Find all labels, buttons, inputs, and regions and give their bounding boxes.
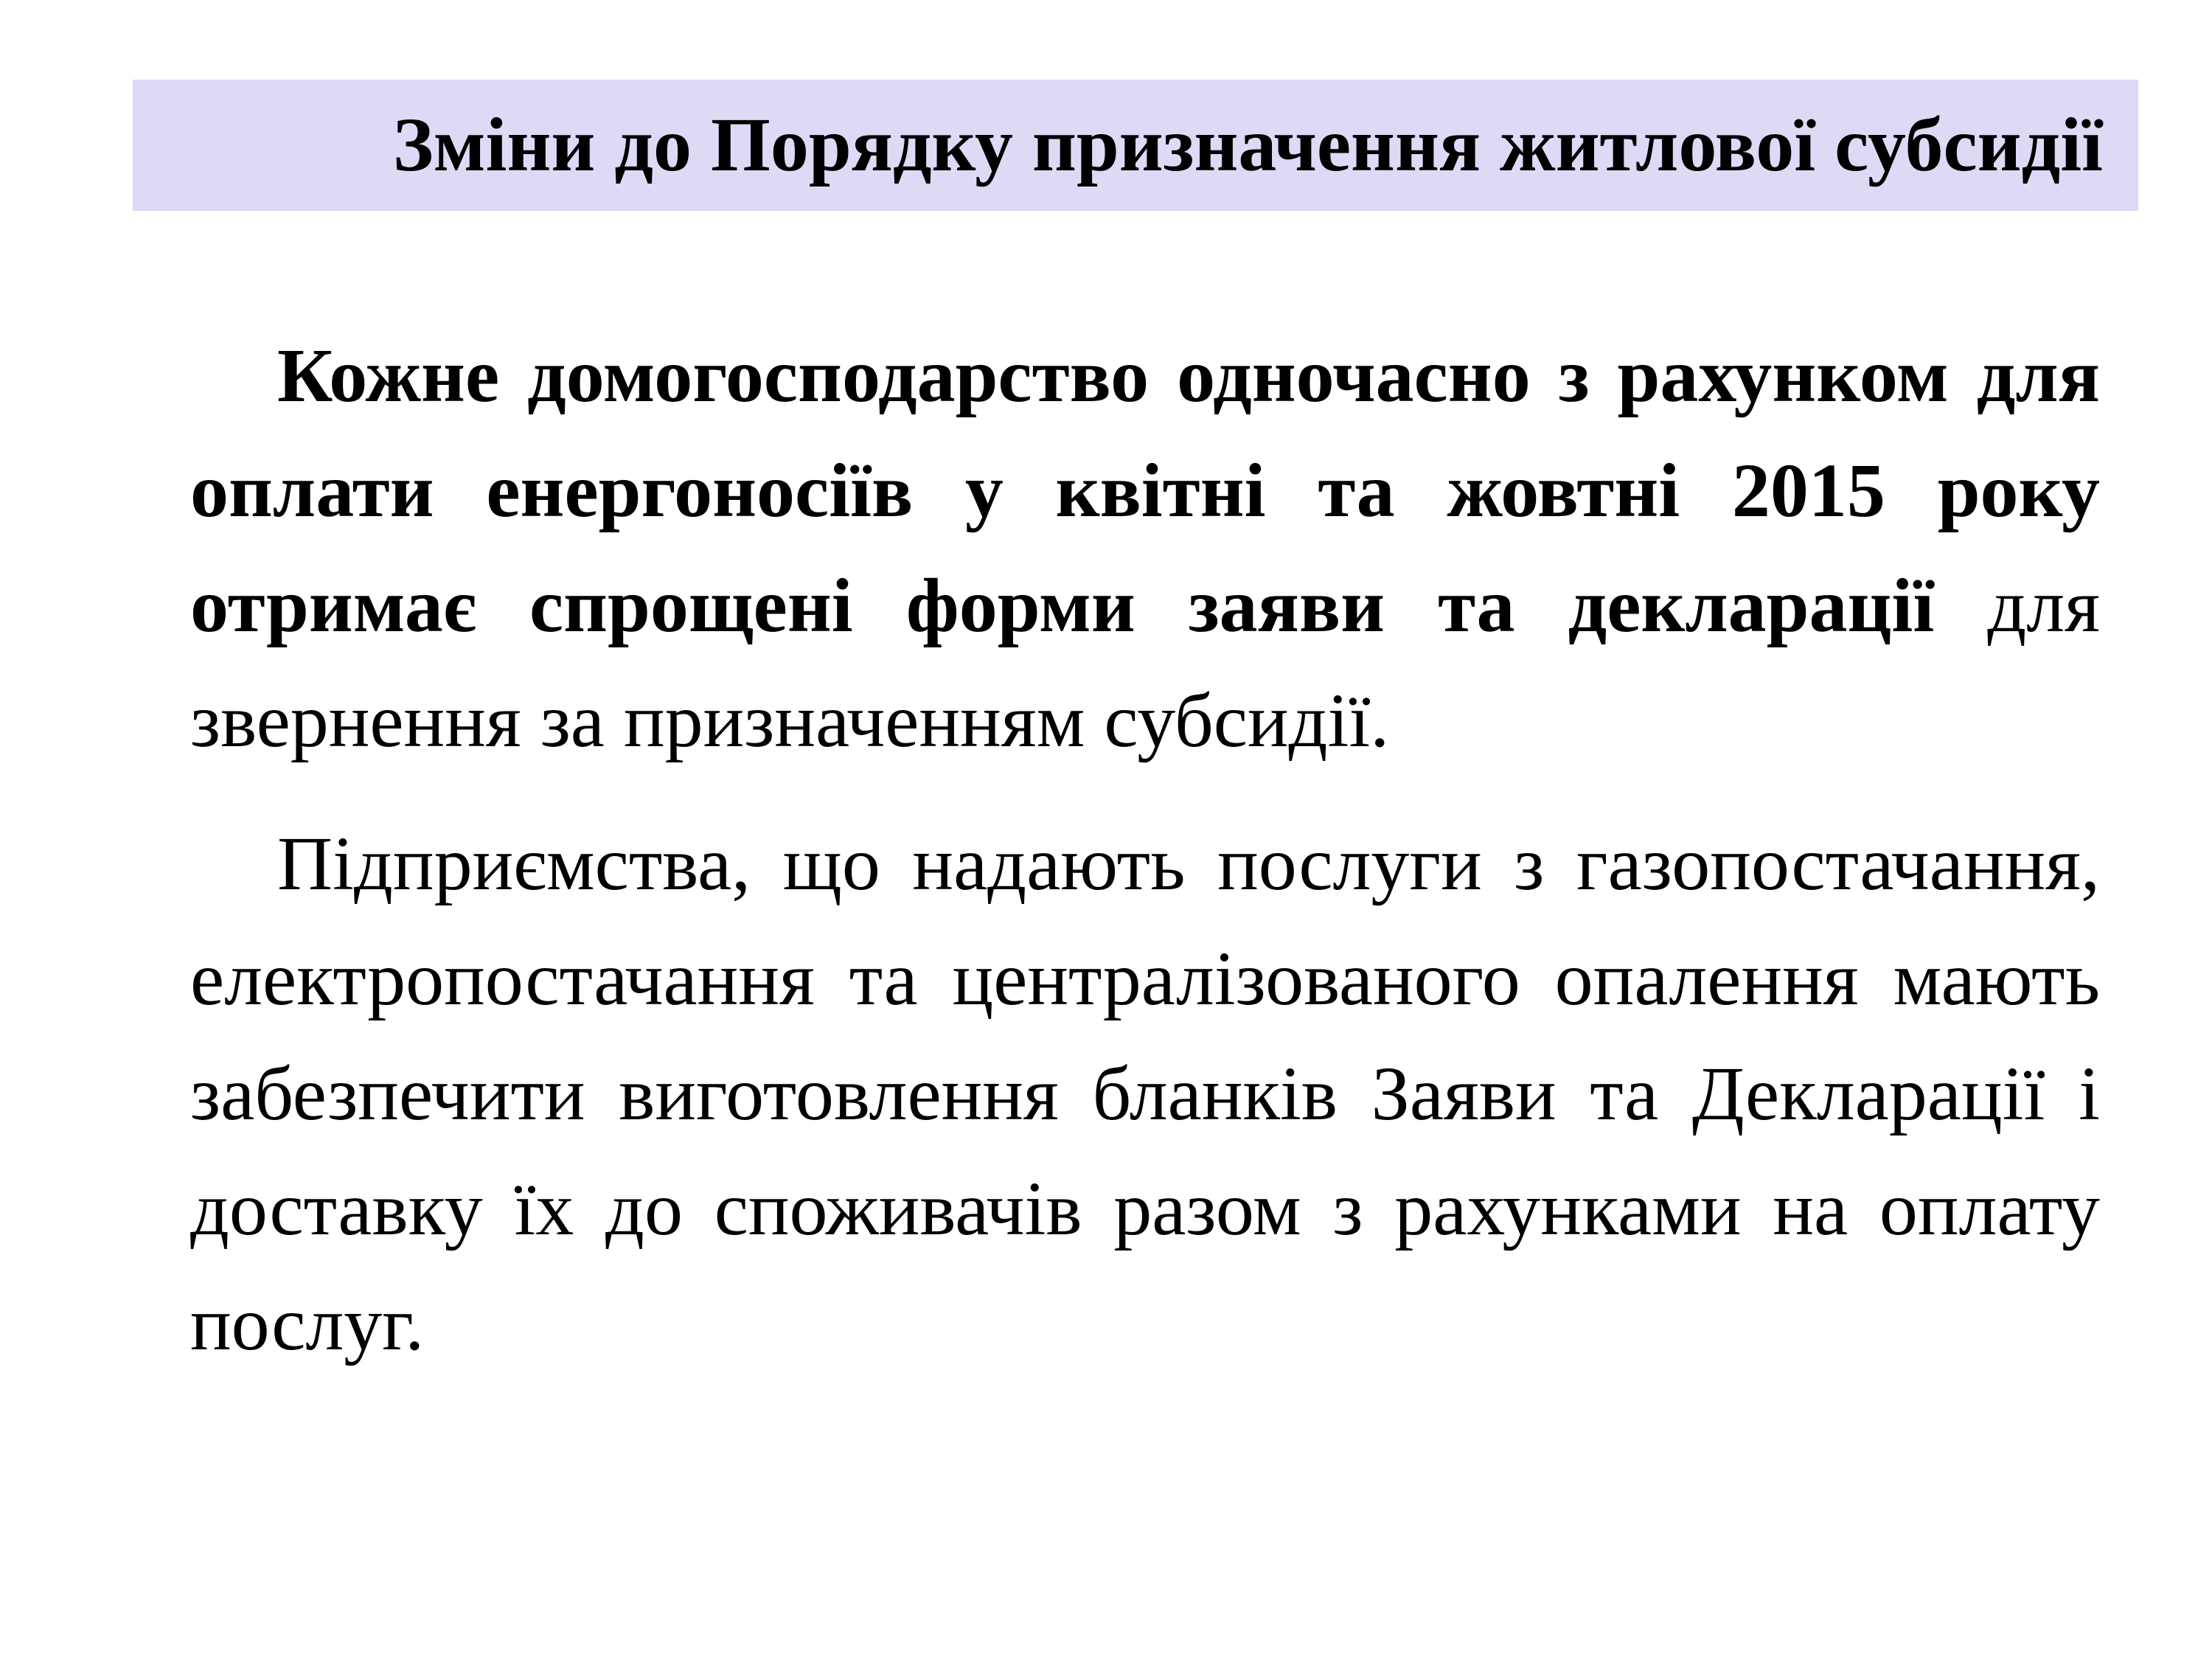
paragraph-bold-lead: Кожне домогосподарство одночасно з рахунком для оплати енергоносіїв у квітні та жовтні 2015 року отримає спрощені форми заяви та декларації — [190, 333, 2100, 648]
paragraph-subsidy-forms — [190, 319, 2100, 779]
paragraph-regular-tail: для звернення за призначенням субсидії. — [190, 563, 2100, 763]
slide-body — [190, 319, 2100, 1382]
paragraph-enterprises: Підприємства, що надають послуги з газопостачання, електропостачання та централізованого опалення мають забезпечити виготовлення бланків Заяви та Декларації і доставку їх до споживачів разом з рахунками на оплату послуг. — [190, 821, 2100, 1366]
title-banner — [133, 80, 2138, 211]
page-title: Зміни до Порядку призначення житлової субсидії — [392, 102, 2103, 187]
